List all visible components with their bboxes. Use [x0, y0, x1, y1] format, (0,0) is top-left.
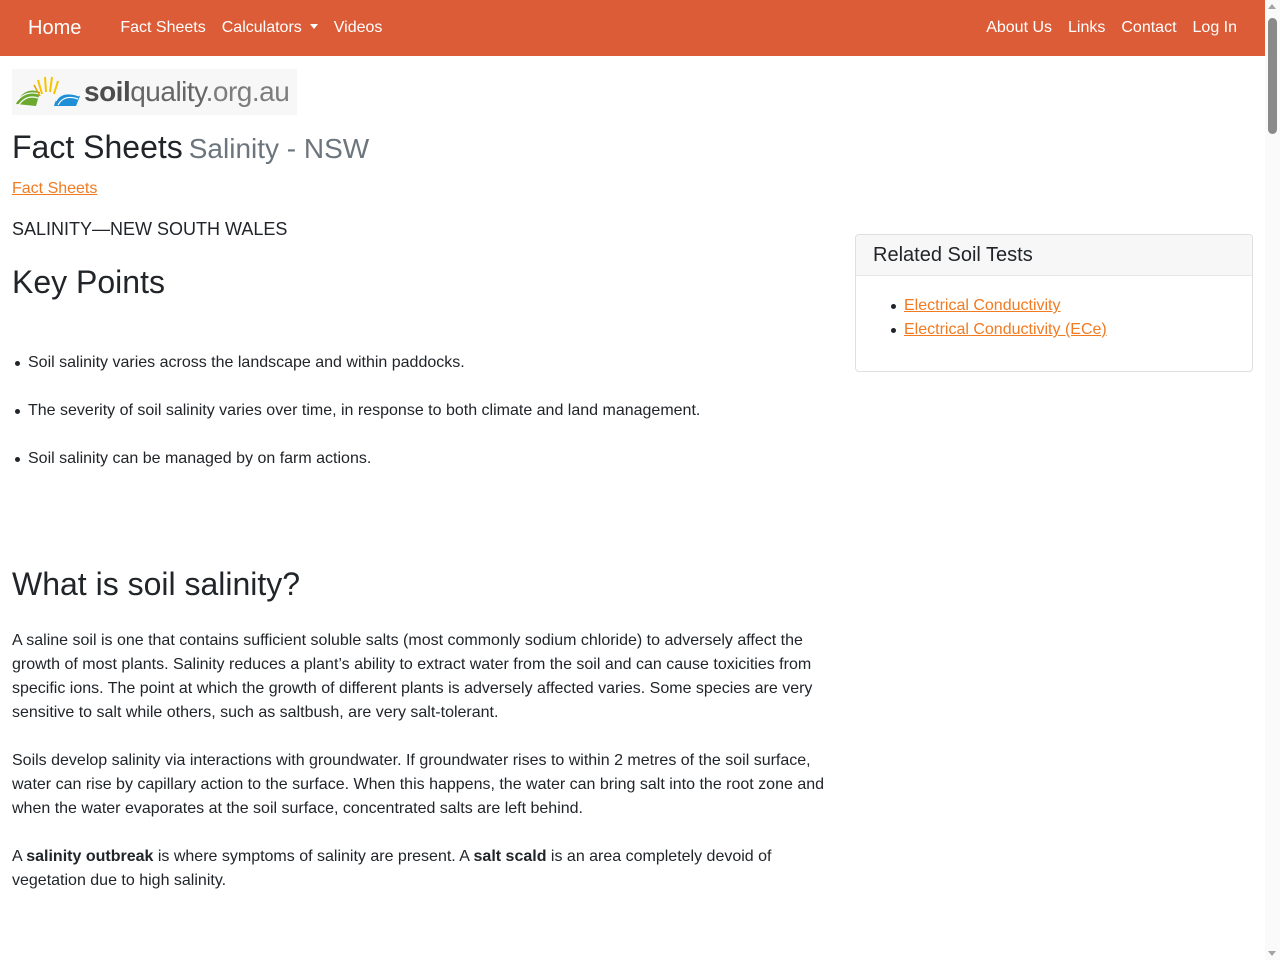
document-subtitle: SALINITY—NEW SOUTH WALES: [12, 219, 288, 239]
caret-down-icon: [310, 24, 318, 29]
related-soil-tests-card: [855, 234, 1253, 372]
related-tests-list: [856, 294, 1252, 342]
nav-home-link[interactable]: Home: [28, 16, 82, 39]
key-point-item: The severity of soil salinity varies over time, in response to both climate and land management.: [12, 398, 832, 446]
site-logo[interactable]: [12, 69, 297, 115]
scroll-up-arrow-icon[interactable]: [1268, 4, 1276, 9]
electrical-conductivity-ece-link[interactable]: Electrical Conductivity (ECe): [904, 321, 1107, 338]
paragraph-saline-soil: A saline soil is one that contains sufficient soluble salts (most commonly sodium chloride) to adversely affect the growth of most plants. Salinity reduces a plant’s ability to extract water from the soil and can cause toxicities from specific ions. The point at which the growth of different plants is adversely affected varies. Some species are very sensitive to salt while others, such as saltbush, are very salt-tolerant.: [12, 632, 813, 721]
key-point-item: Soil salinity varies across the landscape and within paddocks.: [12, 350, 832, 398]
key-points-heading: Key Points: [12, 264, 165, 300]
scroll-down-arrow-icon[interactable]: [1268, 951, 1276, 956]
nav-contact-link[interactable]: Contact: [1121, 19, 1177, 36]
nav-calculators-dropdown[interactable]: [214, 19, 326, 37]
card-title: Related Soil Tests: [856, 235, 1252, 276]
page-title-subtitle: Salinity - NSW: [188, 133, 370, 164]
term-salt-scald: salt scald: [473, 848, 547, 865]
key-points-list: [12, 350, 832, 494]
nav-links-link[interactable]: Links: [1068, 19, 1106, 36]
nav-calculators-label: Calculators: [221, 19, 302, 36]
electrical-conductivity-link[interactable]: Electrical Conductivity: [904, 297, 1061, 314]
page-title: [12, 129, 369, 166]
nav-videos-link[interactable]: Videos: [333, 19, 383, 36]
nav-right-group: [978, 19, 1245, 37]
term-salinity-outbreak: salinity outbreak: [26, 848, 154, 865]
page-title-main: Fact Sheets: [12, 129, 183, 165]
breadcrumb-fact-sheets-link[interactable]: Fact Sheets: [12, 180, 98, 197]
sunrise-logo-icon: [14, 72, 84, 112]
nav-login-link[interactable]: Log In: [1192, 19, 1237, 36]
nav-about-us-link[interactable]: About Us: [986, 19, 1053, 36]
scrollbar-thumb[interactable]: [1268, 18, 1277, 134]
paragraph-groundwater: Soils develop salinity via interactions with groundwater. If groundwater rises to within 2 metres of the soil surface, water can rise by capillary action to the surface. When this happens, the water can bring salt into the root zone and when the water evaporates at the soil surface, concentrated salts are left behind.: [12, 752, 825, 817]
what-is-soil-salinity-heading: What is soil salinity?: [12, 566, 301, 602]
nav-left-group: [112, 19, 390, 37]
paragraph-outbreak-scald: A salinity outbreak is where symptoms of salinity are present. A salt scald is an area completely devoid of vegetation due to high salinity.: [12, 848, 772, 889]
related-test-item: [904, 294, 1252, 318]
logo-wordmark: soilquality.org.au: [84, 76, 290, 107]
top-navbar: [0, 0, 1265, 56]
page-scrollbar[interactable]: [1265, 0, 1280, 960]
related-test-item: [904, 318, 1252, 342]
key-point-item: Soil salinity can be managed by on farm actions.: [12, 446, 832, 494]
nav-fact-sheets-link[interactable]: Fact Sheets: [120, 19, 206, 36]
